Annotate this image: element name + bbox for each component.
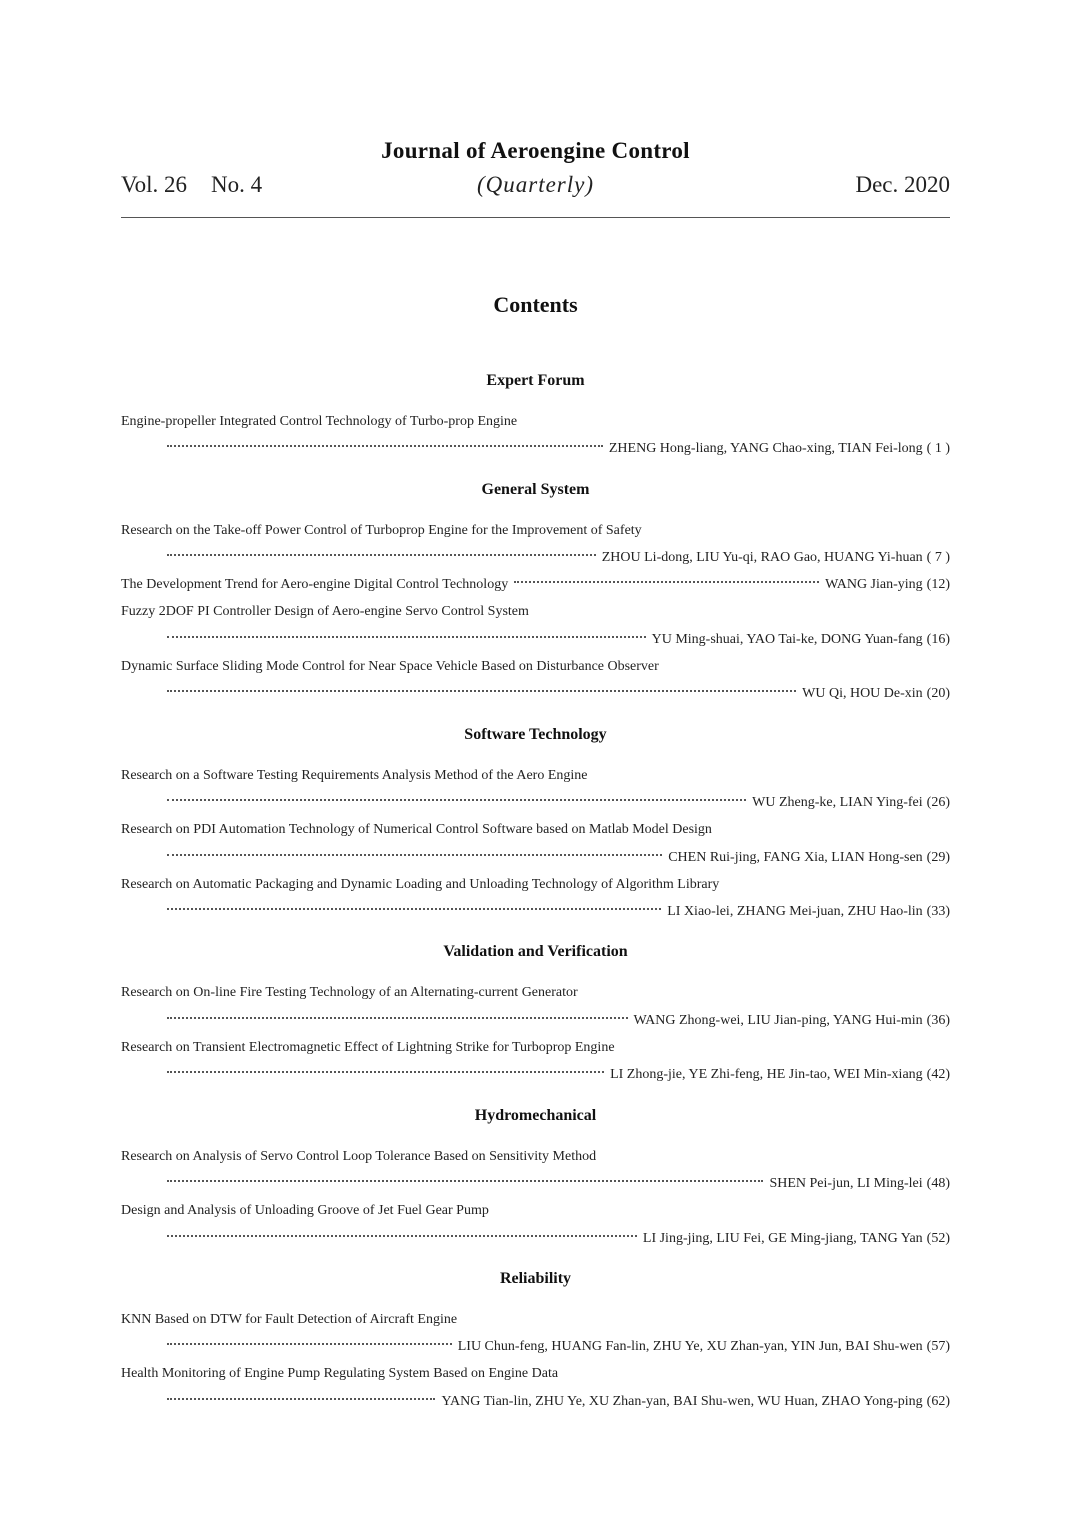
entry-reference-line — [121, 571, 950, 598]
toc-entry[interactable] — [121, 517, 950, 572]
page-number: (42) — [926, 1067, 950, 1083]
article-title: Research on PDI Automation Technology of Numerical Control Software based on Matlab Model Design — [121, 822, 712, 838]
page-number: (16) — [926, 631, 950, 647]
page-number: (29) — [926, 849, 950, 865]
frequency-label: (Quarterly) — [476, 172, 595, 197]
entry-reference-line — [121, 544, 950, 571]
article-authors: ZHENG Hong-liang, YANG Chao-xing, TIAN Fei-long — [608, 441, 923, 457]
article-title: Research on a Software Testing Requirements Analysis Method of the Aero Engine — [121, 767, 588, 783]
entry-reference-line — [121, 1007, 950, 1034]
page-number: ( 7 ) — [926, 549, 950, 565]
issue-date: Dec. 2020 — [855, 172, 950, 197]
frequency — [121, 172, 950, 198]
section-spacer — [121, 708, 950, 722]
issue-number: No. 4 — [211, 172, 263, 197]
entry-reference-line — [121, 1170, 950, 1197]
article-title: Research on Automatic Packaging and Dynamic Loading and Unloading Technology of Algorithm Library — [121, 876, 720, 892]
article-title: Health Monitoring of Engine Pump Regulating System Based on Engine Data — [121, 1366, 559, 1382]
page-number: (20) — [926, 686, 950, 702]
dot-leader — [167, 554, 596, 556]
entry-reference-line — [121, 789, 950, 816]
page-number: (12) — [926, 577, 950, 593]
page-number: (36) — [926, 1012, 950, 1028]
dot-leader — [167, 799, 746, 801]
article-title: Research on Analysis of Servo Control Loop Tolerance Based on Sensitivity Method — [121, 1148, 597, 1164]
section-heading: Hydromechanical — [474, 1106, 597, 1124]
toc-section — [121, 368, 950, 477]
article-authors: LI Zhong-jie, YE Zhi-feng, HE Jin-tao, WEI Min-xiang — [610, 1067, 923, 1083]
entry-reference-line — [121, 435, 950, 462]
article-authors: LI Xiao-lei, ZHANG Mei-juan, ZHU Hao-lin — [667, 904, 923, 920]
entry-reference-line — [121, 1225, 950, 1252]
article-authors: WU Qi, HOU De-xin — [802, 686, 923, 702]
dot-leader — [167, 1343, 452, 1345]
article-title: Design and Analysis of Unloading Groove of Jet Fuel Gear Pump — [121, 1203, 489, 1219]
toc-entry[interactable] — [121, 1360, 950, 1415]
toc-entry[interactable] — [121, 1143, 950, 1198]
contents-heading: Contents — [493, 292, 578, 317]
section-heading: Software Technology — [464, 725, 607, 743]
page-number: (52) — [926, 1230, 950, 1246]
dot-leader — [167, 1235, 637, 1237]
table-of-contents — [121, 368, 950, 1415]
toc-entry[interactable] — [121, 979, 950, 1034]
page-number: (62) — [926, 1393, 950, 1409]
article-authors: CHEN Rui-jing, FANG Xia, LIAN Hong-sen — [668, 849, 923, 865]
section-spacer — [121, 1089, 950, 1103]
article-title: Fuzzy 2DOF PI Controller Design of Aero-engine Servo Control System — [121, 604, 529, 620]
dot-leader — [167, 445, 603, 447]
volume: Vol. 26 — [121, 172, 188, 197]
entry-reference-line — [121, 844, 950, 871]
article-authors: ZHOU Li-dong, LIU Yu-qi, RAO Gao, HUANG Yi-huan — [601, 549, 923, 565]
toc-section — [121, 477, 950, 722]
dot-leader — [167, 854, 662, 856]
issue-info-row — [121, 170, 950, 206]
entry-reference-line — [121, 1388, 950, 1415]
dot-leader — [167, 690, 796, 692]
article-authors: WU Zheng-ke, LIAN Ying-fei — [752, 794, 923, 810]
article-authors: LI Jing-jing, LIU Fei, GE Ming-jiang, TANG Yan — [642, 1230, 923, 1246]
toc-entry[interactable] — [121, 598, 950, 653]
page-number: (33) — [926, 904, 950, 920]
article-title: KNN Based on DTW for Fault Detection of Aircraft Engine — [121, 1311, 458, 1327]
entry-reference-line — [121, 1061, 950, 1088]
header-divider — [121, 217, 950, 218]
toc-entry[interactable] — [121, 762, 950, 817]
toc-entry[interactable] — [121, 1197, 950, 1252]
article-authors: WANG Jian-ying — [825, 577, 923, 593]
article-title: Research on Transient Electromagnetic Effect of Lightning Strike for Turboprop Engine — [121, 1040, 615, 1056]
toc-section — [121, 1103, 950, 1266]
page-number: ( 1 ) — [926, 441, 950, 457]
dot-leader — [167, 1017, 628, 1019]
dot-leader — [514, 581, 819, 583]
toc-entry[interactable] — [121, 871, 950, 926]
toc-entry[interactable] — [121, 571, 950, 598]
dot-leader — [167, 908, 661, 910]
dot-leader — [167, 1071, 604, 1073]
page-number: (48) — [926, 1175, 950, 1191]
entry-reference-line — [121, 898, 950, 925]
entry-reference-line — [121, 680, 950, 707]
section-spacer — [121, 1252, 950, 1266]
article-authors: WANG Zhong-wei, LIU Jian-ping, YANG Hui-min — [633, 1012, 923, 1028]
section-heading: Expert Forum — [486, 372, 585, 389]
section-heading: Validation and Verification — [443, 943, 628, 961]
toc-entry[interactable] — [121, 653, 950, 708]
toc-section — [121, 722, 950, 940]
article-authors: YU Ming-shuai, YAO Tai-ke, DONG Yuan-fang — [651, 631, 923, 647]
toc-entry[interactable] — [121, 408, 950, 463]
article-authors: LIU Chun-feng, HUANG Fan-lin, ZHU Ye, XU Zhan-yan, YIN Jun, BAI Shu-wen — [457, 1339, 923, 1355]
article-title: Research on the Take-off Power Control of Turboprop Engine for the Improvement of Safety — [121, 522, 642, 538]
entry-reference-line — [121, 1333, 950, 1360]
article-title: Engine-propeller Integrated Control Technology of Turbo-prop Engine — [121, 414, 518, 429]
article-authors: SHEN Pei-jun, LI Ming-lei — [769, 1175, 923, 1191]
toc-entry[interactable] — [121, 1034, 950, 1089]
article-title: Dynamic Surface Sliding Mode Control for Near Space Vehicle Based on Disturbance Observer — [121, 659, 659, 675]
article-authors: YANG Tian-lin, ZHU Ye, XU Zhan-yan, BAI Shu-wen, WU Huan, ZHAO Yong-ping — [441, 1393, 923, 1409]
toc-entry[interactable] — [121, 1306, 950, 1361]
page-number: (26) — [926, 794, 950, 810]
toc-entry[interactable] — [121, 816, 950, 871]
entry-reference-line — [121, 626, 950, 653]
section-spacer — [121, 463, 950, 477]
section-heading: General System — [481, 480, 590, 498]
dot-leader — [167, 1398, 435, 1400]
article-title: Research on On-line Fire Testing Technology of an Alternating-current Generator — [121, 985, 578, 1001]
dot-leader — [167, 636, 646, 638]
article-title: The Development Trend for Aero-engine Digital Control Technology — [121, 577, 509, 593]
page-number: (57) — [926, 1339, 950, 1355]
journal-title: Journal of Aeroengine Control — [381, 138, 690, 163]
section-spacer — [121, 925, 950, 939]
toc-section — [121, 1266, 950, 1415]
section-heading: Reliability — [499, 1269, 572, 1287]
toc-section — [121, 939, 950, 1102]
dot-leader — [167, 1180, 763, 1182]
